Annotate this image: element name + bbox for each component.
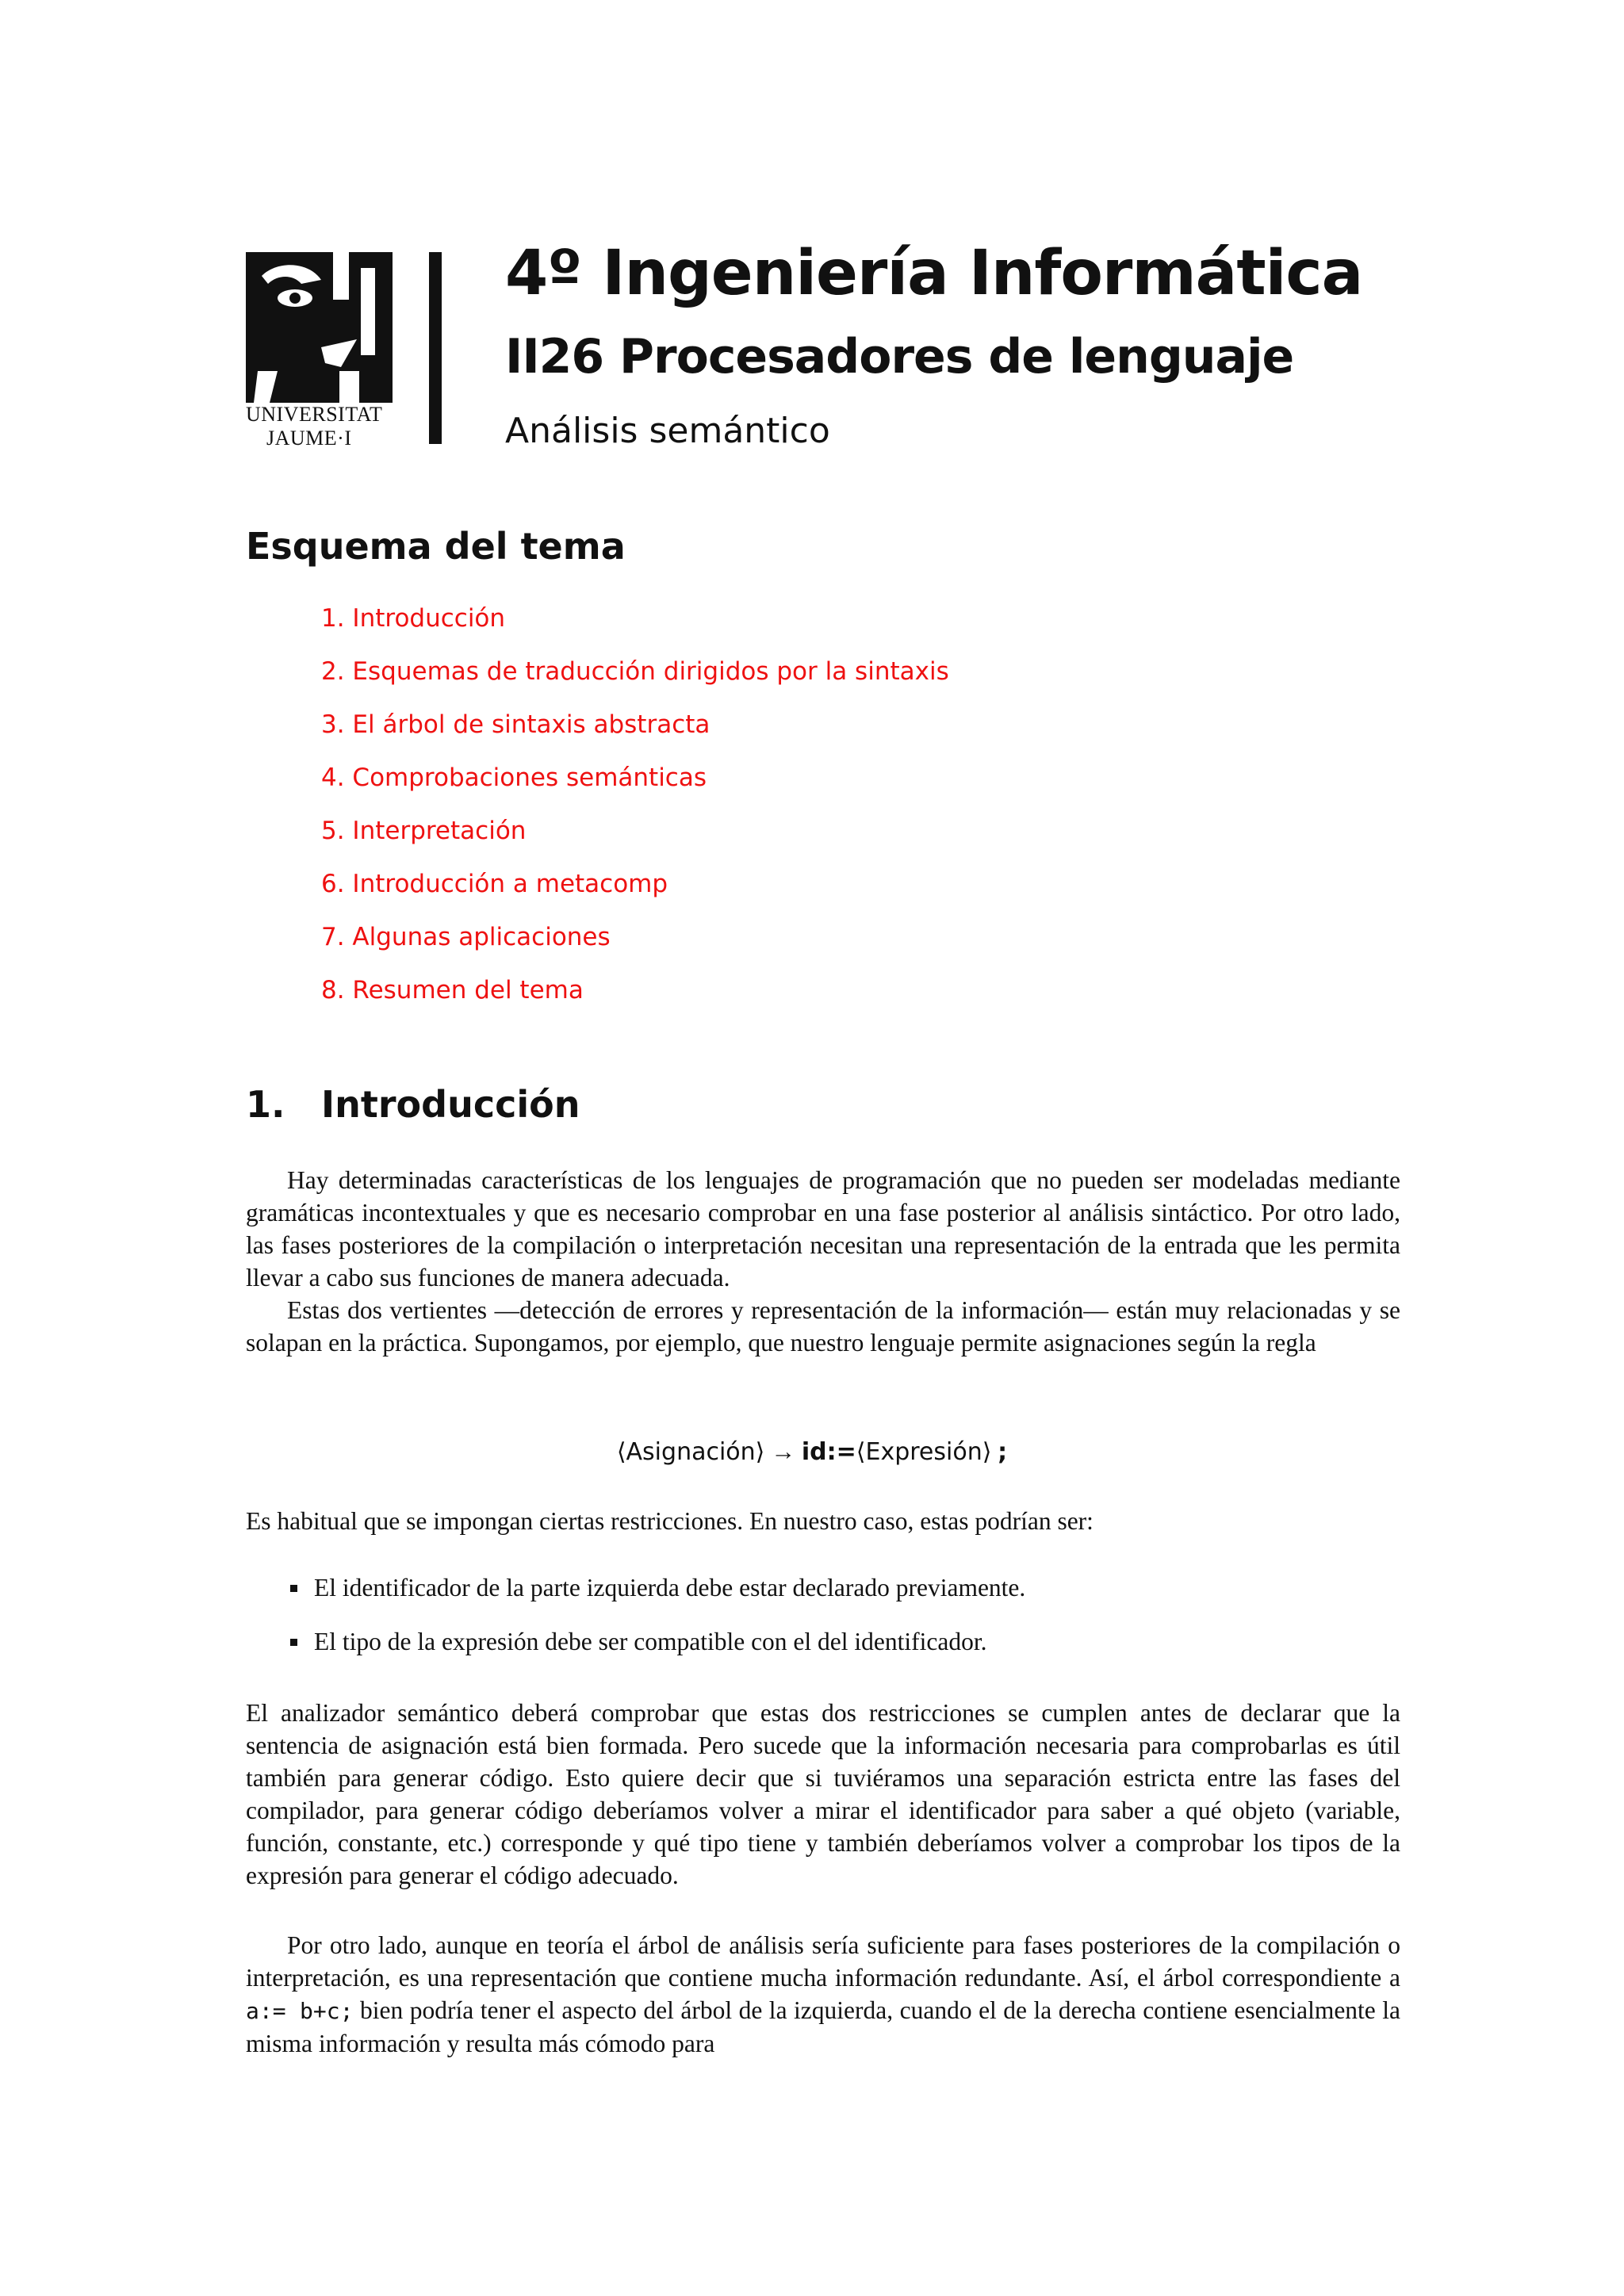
paragraph-2: Estas dos vertientes —detección de errores y representación de la información— están muy relacionadas y se solapan en la práctica. Supongamos, por ejemplo, que nuestro lenguaje permite asignaciones según la regla [246, 1296, 1400, 1357]
outline-link[interactable]: 8. Resumen del tema [321, 976, 584, 1004]
bullet-square-icon [290, 1585, 297, 1592]
rule-lhs: ⟨Asignación⟩ [616, 1438, 765, 1466]
paragraph-4: El analizador semántico deberá comprobar que estas dos restricciones se cumplen antes de declarar que la sentencia de asignación está bien formada. Pero sucede que la información necesaria para comprobarlas es útil también para generar código. Esto quiere decir que si tuviéramos una separación estricta entre las fases del compilador, para generar código deberíamos volver a mirar el identificador para saber a qué objeto (variable, función, constante, etc.) corresponde y qué tipo tiene y también deberíamos volver a comprobar los tipos de la expresión para generar el código adecuado. [246, 1699, 1400, 1889]
restrictions-list [285, 1571, 1396, 1679]
rule-arrow: → [771, 1437, 796, 1465]
outline-link[interactable]: 5. Interpretación [321, 817, 527, 845]
list-item [285, 1625, 1396, 1679]
header-divider [429, 252, 442, 444]
section-number: 1. [246, 1083, 285, 1126]
paragraph-1: Hay determinadas características de los lenguajes de programación que no pueden ser modeladas mediante gramáticas incontextuales y que es necesario comprobar en una fase posterior al análisis sintáctico. Por otro lado, las fases posteriores de la compilación o interpretación necesitan una representación de la entrada que les permita llevar a cabo sus funciones de manera adecuada. [246, 1166, 1400, 1292]
bullet-text: El identificador de la parte izquierda debe estar declarado previamente. [314, 1574, 1026, 1601]
university-name-line2: JAUME·I [266, 427, 352, 450]
rule-id: id [801, 1438, 827, 1466]
bullet-square-icon [290, 1639, 297, 1646]
grammar-rule [0, 1437, 1624, 1466]
university-logo [246, 252, 396, 454]
paragraph-5-start: Por otro lado, aunque en teoría el árbol de análisis sería suficiente para fases posteriores de la compilación o interpretación, es una representación que contiene mucha información redundante. Así, el árbol correspondiente a [246, 1931, 1400, 1992]
outline-link[interactable]: 4. Comprobaciones semánticas [321, 763, 707, 792]
rule-semicolon: ; [998, 1438, 1008, 1466]
rule-assign: := [826, 1438, 856, 1466]
course-title: 4º Ingeniería Informática [505, 238, 1363, 309]
outline-link[interactable]: 2. Esquemas de traducción dirigidos por la sintaxis [321, 657, 949, 686]
subject-title: II26 Procesadores de lenguaje [505, 329, 1294, 385]
outline-link[interactable]: 3. El árbol de sintaxis abstracta [321, 710, 710, 739]
bullet-text: El tipo de la expresión debe ser compatible con el del identificador. [314, 1628, 987, 1655]
inline-code: a:= b+c; [246, 1998, 354, 2024]
outline-heading: Esquema del tema [246, 525, 626, 568]
university-name-line1: UNIVERSITAT [246, 403, 383, 426]
outline-link[interactable]: 7. Algunas aplicaciones [321, 923, 611, 951]
topic-title: Análisis semántico [505, 411, 830, 451]
paragraph-5 [246, 1929, 1400, 2060]
list-item [285, 1571, 1396, 1625]
outline-link[interactable]: 6. Introducción a metacomp [321, 870, 668, 898]
paragraph-3: Es habitual que se impongan ciertas restricciones. En nuestro caso, estas podrían ser: [246, 1507, 1094, 1535]
rule-rhs: ⟨Expresión⟩ [856, 1438, 992, 1466]
outline-link[interactable]: 1. Introducción [321, 604, 506, 633]
section-title: Introducción [321, 1083, 580, 1126]
logo-emblem-icon [246, 252, 393, 411]
outline-list [321, 603, 949, 1027]
paragraph-5-end: bien podría tener el aspecto del árbol de la izquierda, cuando el de la derecha contiene esencialmente la misma información y resulta más cómodo para [246, 1996, 1401, 2057]
